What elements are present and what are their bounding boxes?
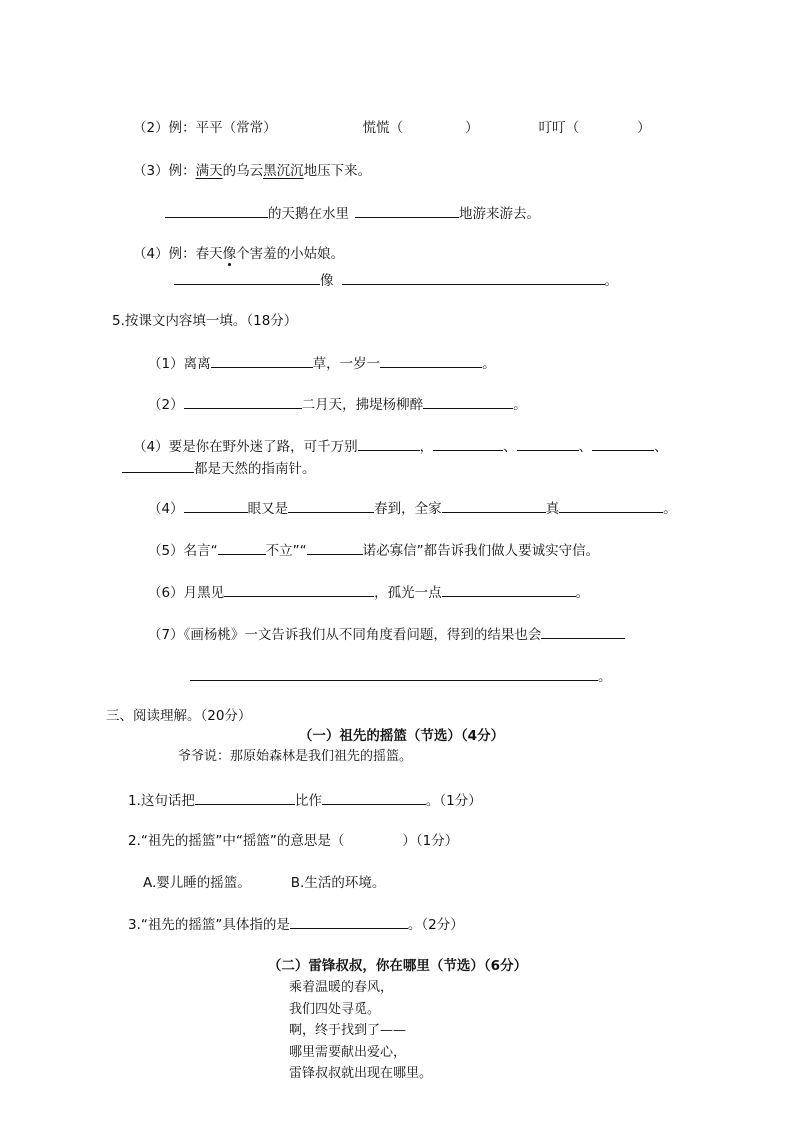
q5-7-end: 。 <box>598 669 612 685</box>
poem-line: 啊，终于找到了—— <box>289 1023 407 1038</box>
answer-blank[interactable] <box>380 353 482 368</box>
answer-blank[interactable] <box>442 582 576 597</box>
passage-1-title <box>0 726 793 746</box>
q5-item-1 <box>148 353 496 374</box>
q5-item-3 <box>133 436 668 457</box>
q5-title <box>112 311 297 331</box>
s3-q3-a: 3.“祖先的摇篮”具体指的是 <box>128 917 290 933</box>
s3-q3-b: 。（2分） <box>407 917 464 933</box>
q5-item-4 <box>148 498 677 519</box>
answer-blank[interactable] <box>433 436 503 451</box>
q5-4-b: 眼又是 <box>247 501 289 517</box>
option-b[interactable]: B.生活的环境。 <box>290 875 386 891</box>
q5-4-a: （4） <box>148 501 184 517</box>
q5-title-text: 5.按课文内容填一填。（18分） <box>112 313 298 329</box>
passage-2-title <box>0 956 793 976</box>
answer-blank[interactable] <box>218 540 266 555</box>
poem-line: 雷锋叔叔就出现在哪里。 <box>289 1066 433 1081</box>
s3-q1-b: 比作 <box>294 793 322 809</box>
s3-q1-a: 1.这句话把 <box>128 793 195 809</box>
passage-1-text <box>178 747 412 767</box>
answer-blank[interactable] <box>224 582 374 597</box>
answer-blank[interactable] <box>442 498 546 513</box>
q5-item-2 <box>148 394 527 415</box>
q4-4-answer-line <box>174 270 618 291</box>
answer-blank[interactable] <box>290 914 408 929</box>
q5-4-d: 真 <box>545 501 560 517</box>
q5-2-a: （2） <box>148 397 184 413</box>
q4-2-word2: 慌慌（ <box>362 120 404 136</box>
q4-2-label: （2）例：平平（常常） <box>133 120 277 136</box>
q5-5-c: 诺必寡信”都告诉我们做人要诚实守信。 <box>362 543 600 559</box>
passage-2-title-text: （二）雷锋叔叔，你在哪里（节选）（6分） <box>267 958 528 974</box>
q5-3-comma: ， <box>419 439 434 455</box>
q4-4-mid: 像 <box>320 273 334 289</box>
answer-blank[interactable] <box>342 270 605 285</box>
poem-line: 我们四处寻觅。 <box>289 1001 381 1017</box>
q5-3-sep-1: 、 <box>503 439 517 455</box>
q5-4-c: 春到，全家 <box>374 501 442 517</box>
q4-3-line-b: 地游来游去。 <box>459 206 540 222</box>
s3-q1-c: 。（1分） <box>425 793 482 809</box>
q5-6-b: ，孤光一点 <box>374 585 442 601</box>
poem-line: 乘着温暖的春风， <box>289 980 394 995</box>
q4-2-line <box>133 118 651 138</box>
q4-2-word3-close: ） <box>637 120 651 136</box>
poem-line: 哪里需要献出爱心， <box>289 1044 407 1060</box>
q4-4-dotted-char: 像 <box>222 246 237 262</box>
q4-3-line-a: 的天鹅在水里 <box>268 206 349 222</box>
q5-2-b: 二月天，拂堤杨柳醉 <box>301 397 424 413</box>
section-3-title <box>106 706 251 726</box>
passage-1-title-text: （一）祖先的摇篮（节选）（4分） <box>298 728 505 744</box>
s3-question-1 <box>128 790 482 811</box>
answer-blank[interactable] <box>211 353 313 368</box>
answer-blank[interactable] <box>592 436 654 451</box>
q5-item-7 <box>148 624 625 645</box>
q5-item-6 <box>148 582 589 603</box>
answer-blank[interactable] <box>184 498 248 513</box>
q4-3-underlined-1: 满天 <box>195 163 223 179</box>
q5-1-a: （1）离离 <box>148 356 211 372</box>
answer-blank[interactable] <box>559 498 663 513</box>
q4-2-word3: 叮叮（ <box>538 120 580 136</box>
passage-1-text-content: 爷爷说：那原始森林是我们祖先的摇篮。 <box>178 749 413 764</box>
answer-blank[interactable] <box>423 394 513 409</box>
q5-5-a: （5）名言“ <box>148 543 218 559</box>
q5-item-5 <box>148 540 599 561</box>
q4-3-answer-line <box>165 203 540 224</box>
s3-question-3 <box>128 914 464 935</box>
q5-item-3-cont <box>122 458 316 479</box>
section-3-title-text: 三、阅读理解。（20分） <box>106 708 252 724</box>
answer-blank[interactable] <box>541 624 625 639</box>
q5-1-b: 草，一岁一 <box>312 356 381 372</box>
answer-blank[interactable] <box>322 790 426 805</box>
answer-blank[interactable] <box>358 436 420 451</box>
answer-blank[interactable] <box>122 458 194 473</box>
s3-q2-b: ）（1分） <box>402 833 459 849</box>
poem <box>289 977 432 1085</box>
answer-blank[interactable] <box>307 540 363 555</box>
q4-3-end: 地压下来。 <box>303 163 372 179</box>
answer-blank[interactable] <box>165 203 268 218</box>
q5-item-7-cont <box>190 666 612 687</box>
s3-question-2 <box>128 831 458 851</box>
q4-4-end-mark: 。 <box>604 273 618 289</box>
option-a[interactable]: A.婴儿睡的摇篮。 <box>143 875 251 891</box>
answer-blank[interactable] <box>195 790 295 805</box>
q5-3-b: 都是天然的指南针。 <box>194 461 316 477</box>
q5-7-a: （7）《画杨桃》一文告诉我们从不同角度看问题，得到的结果也会 <box>148 627 542 643</box>
answer-blank[interactable] <box>355 203 459 218</box>
q4-4-label: （4）例：春天 <box>133 246 223 262</box>
answer-blank[interactable] <box>184 394 302 409</box>
q5-1-c: 。 <box>482 356 496 372</box>
answer-blank[interactable] <box>190 666 598 681</box>
q5-6-c: 。 <box>575 585 590 601</box>
q5-3-sep-2: 、 <box>578 439 593 455</box>
answer-blank[interactable] <box>174 270 320 285</box>
q5-4-e: 。 <box>663 501 677 517</box>
q4-3-label: （3）例： <box>133 163 196 179</box>
q4-4-example <box>133 244 344 264</box>
q4-4-end: 个害羞的小姑娘。 <box>236 246 345 262</box>
s3-q2-a: 2.“祖先的摇篮”中“摇篮”的意思是（ <box>128 833 345 849</box>
q5-3-sep-3: 、 <box>654 439 668 455</box>
answer-blank[interactable] <box>517 436 579 451</box>
q5-3-a: （4）要是你在野外迷了路，可千万别 <box>133 439 358 455</box>
q5-6-a: （6）月黑见 <box>148 585 225 601</box>
q4-3-mid: 的乌云 <box>222 163 264 179</box>
s3-question-2-options <box>143 873 385 893</box>
q5-2-c: 。 <box>513 397 527 413</box>
q5-5-b: 不立”“ <box>265 543 307 559</box>
answer-blank[interactable] <box>288 498 374 513</box>
q4-2-word2-close: ） <box>465 120 479 136</box>
q4-3-underlined-2: 黑沉沉 <box>263 163 304 179</box>
q4-3-example <box>133 161 371 181</box>
